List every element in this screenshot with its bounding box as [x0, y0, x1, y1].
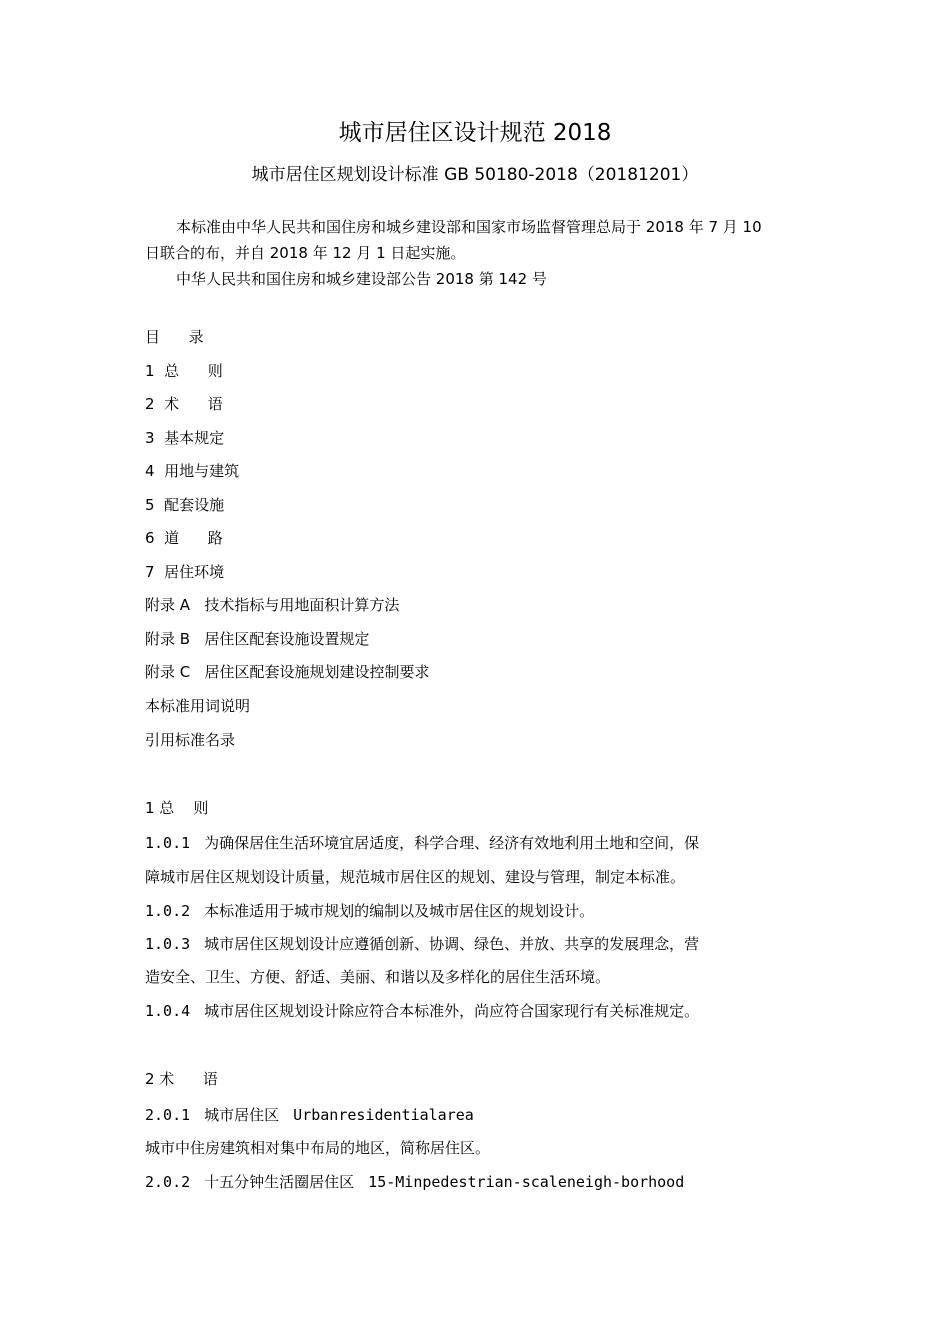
toc-item: 7 居住环境 — [145, 563, 225, 581]
document-title: 城市居住区设计规范 2018 — [338, 120, 612, 146]
clause-text: 城市居住区规划设计除应符合本标准外，尚应符合国家现行有关标准规定。 — [204, 1002, 700, 1020]
intro-line-2: 日联合的布，并自 2018 年 12 月 1 日起实施。 — [145, 244, 466, 262]
term-2-0-1 — [145, 1104, 474, 1126]
clause-1-0-1 — [145, 832, 699, 854]
document-subtitle: 城市居住区规划设计标准 GB 50180-2018（20181201） — [251, 165, 699, 185]
chapter-2-heading: 2 术 语 — [145, 1070, 218, 1088]
clause-number: 1.0.2 — [145, 902, 191, 920]
toc-item: 附录 B 居住区配套设施设置规定 — [145, 630, 370, 648]
toc-item: 2 术 语 — [145, 395, 223, 413]
term-name: 城市居住区 — [204, 1106, 280, 1124]
toc-item: 本标准用词说明 — [145, 697, 251, 715]
clause-number: 1.0.4 — [145, 1002, 191, 1020]
term-2-0-2 — [145, 1171, 684, 1193]
clause-1-0-1-continued: 障城市居住区规划设计质量，规范城市居住区的规划、建设与管理，制定本标准。 — [145, 868, 686, 886]
term-number: 2.0.1 — [145, 1106, 191, 1124]
term-english: 15-Minpedestrian-scaleneigh-borhood — [368, 1173, 685, 1191]
chapter-1-heading: 1 总 则 — [145, 799, 209, 817]
clause-1-0-3-continued: 造安全、卫生、方便、舒适、美丽、和谐以及多样化的居住生活环境。 — [145, 968, 611, 986]
clause-1-0-3 — [145, 933, 699, 955]
toc-item: 附录 C 居住区配套设施规划建设控制要求 — [145, 663, 430, 681]
term-name: 十五分钟生活圈居住区 — [204, 1173, 355, 1191]
intro-announcement: 中华人民共和国住房和城乡建设部公告 2018 第 142 号 — [176, 270, 547, 288]
toc-item: 5 配套设施 — [145, 496, 225, 514]
toc-item: 4 用地与建筑 — [145, 462, 240, 480]
toc-item: 3 基本规定 — [145, 429, 225, 447]
clause-text: 城市居住区规划设计应遵循创新、协调、绿色、并放、共享的发展理念，营 — [204, 935, 700, 953]
toc-item: 6 道 路 — [145, 529, 223, 547]
clause-number: 1.0.1 — [145, 834, 191, 852]
term-number: 2.0.2 — [145, 1173, 191, 1191]
toc-item: 引用标准名录 — [145, 731, 236, 749]
toc-item: 附录 A 技术指标与用地面积计算方法 — [145, 596, 400, 614]
intro-line-1: 本标准由中华人民共和国住房和城乡建设部和国家市场监督管理总局于 2018 年 7 月 10 — [176, 218, 762, 236]
toc-heading: 目 录 — [145, 328, 204, 346]
clause-1-0-2 — [145, 900, 594, 922]
clause-text: 本标准适用于城市规划的编制以及城市居住区的规划设计。 — [204, 902, 595, 920]
toc-item: 1 总 则 — [145, 362, 223, 380]
clause-text: 为确保居住生活环境宜居适度，科学合理、经济有效地利用土地和空间，保 — [204, 834, 700, 852]
clause-number: 1.0.3 — [145, 935, 191, 953]
clause-1-0-4 — [145, 1000, 699, 1022]
term-english: Urbanresidentialarea — [293, 1106, 474, 1124]
term-2-0-1-definition: 城市中住房建筑相对集中布局的地区，简称居住区。 — [145, 1139, 491, 1157]
